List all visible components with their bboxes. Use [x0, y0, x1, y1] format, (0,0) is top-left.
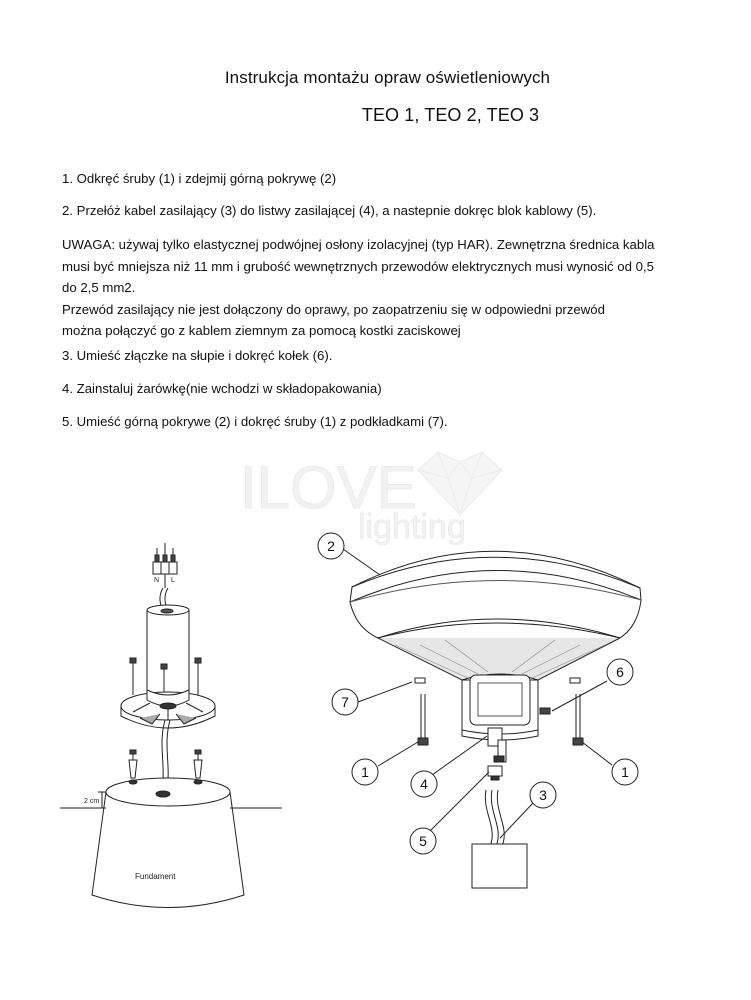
step-3: 3. Umieść złączke na słupie i dokręć kołek (6).	[62, 348, 333, 363]
callout-label: 3	[539, 787, 547, 803]
warning-line: UWAGA: używaj tylko elastycznej podwójnej osłony izolacyjnej (typ HAR). Zewnętrzna średnica kabla	[62, 237, 655, 252]
washer-icon	[570, 678, 580, 683]
left-diagram	[60, 543, 282, 908]
step-1: 1. Odkręć śruby (1) i zdejmij górną pokrywę (2)	[62, 171, 337, 186]
terminal-mark: L	[171, 577, 175, 584]
foundation-label: Fundament	[135, 872, 176, 881]
anchor-bolt-icon	[129, 750, 202, 778]
warning-line: musi być mniejsza niż 11 mm i grubość wewnętrznych przewodów elektrycznych musi wynosić od 0,5	[62, 258, 654, 274]
step-4: 4. Zainstaluj żarówkę(nie wchodzi w składopakowania)	[62, 381, 382, 396]
callout-label: 1	[361, 764, 369, 780]
washer-icon	[415, 678, 425, 683]
warning-line: można połączyć go z kablem ziemnym za pomocą kostki zaciskowej	[62, 323, 461, 338]
power-cable-icon	[485, 790, 504, 846]
warning-line: Przewód zasilający nie jest dołączony do oprawy, po zaopatrzeniu się w odpowiedni przewód	[62, 301, 605, 317]
callout-label: 2	[327, 538, 335, 554]
step-5: 5. Umieść górną pokrywe (2) i dokręć śruby (1) z podkładkami (7).	[62, 414, 448, 429]
screw-icon	[130, 658, 201, 697]
document-title: Instrukcja montażu opraw oświetleniowych	[224, 68, 551, 87]
callout-label: 4	[420, 776, 428, 792]
post-icon	[472, 844, 527, 888]
pin-icon	[540, 708, 550, 714]
callout-label: 5	[419, 833, 427, 849]
depth-label: 2 cm	[84, 798, 100, 805]
right-diagram	[318, 533, 641, 888]
cable-gland-icon	[488, 766, 502, 780]
warning-line: do 2,5 mm2.	[62, 280, 136, 295]
watermark-subtext: lighting	[358, 508, 466, 546]
terminal-mark: N	[154, 577, 160, 584]
callout-label: 6	[616, 664, 624, 680]
watermark-logo	[240, 452, 502, 546]
step-2: 2. Przełóż kabel zasilający (3) do listwy zasilającej (4), a nastepnie dokręc blok kablowy (5).	[62, 203, 597, 218]
watermark-text: ILOVE	[240, 454, 417, 521]
callout-label: 7	[341, 694, 349, 710]
lamp-cover-icon	[350, 551, 641, 680]
callout-label: 1	[621, 764, 629, 780]
document-subtitle: TEO 1, TEO 2, TEO 3	[361, 105, 540, 125]
